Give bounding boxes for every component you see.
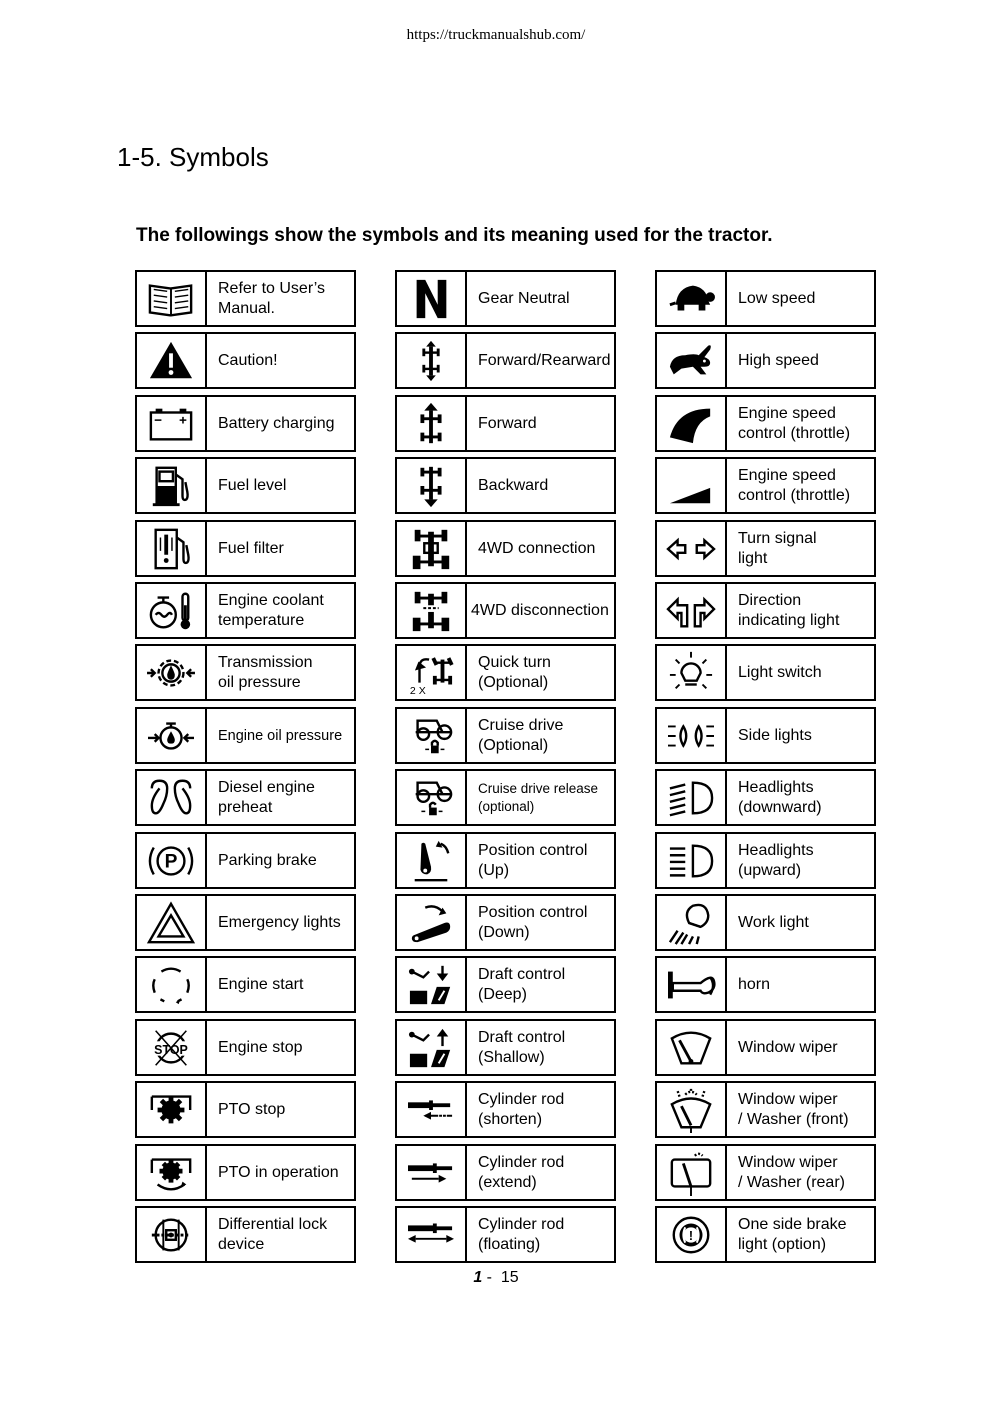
symbol-label: Refer to User’s Manual. — [218, 279, 325, 317]
symbol-label: PTO in operation — [218, 1163, 339, 1181]
intro-text: The followings show the symbols and its meaning used for the tractor. — [136, 225, 773, 246]
turtle-icon — [657, 272, 727, 325]
symbol-entry — [135, 1081, 356, 1138]
symbol-label: Differential lock device — [218, 1215, 328, 1253]
position-up-icon — [397, 834, 467, 887]
symbol-entry — [395, 644, 616, 701]
symbol-entry — [655, 644, 876, 701]
headlight-up-icon — [657, 834, 727, 887]
horn-icon — [657, 958, 727, 1011]
symbol-entry — [395, 1144, 616, 1201]
symbol-label: Forward — [478, 414, 537, 432]
symbol-entry — [135, 457, 356, 514]
light-switch-icon — [657, 646, 727, 699]
symbol-entry — [135, 1206, 356, 1263]
symbol-label: Side lights — [738, 726, 812, 744]
svg-text:STOP: STOP — [154, 1042, 188, 1057]
work-light-icon — [657, 896, 727, 949]
symbol-entry — [655, 457, 876, 514]
forward-rearward-icon — [397, 334, 467, 387]
symbol-entry — [135, 582, 356, 639]
symbol-label: Headlights (upward) — [738, 841, 814, 879]
symbol-entry — [395, 1081, 616, 1138]
symbol-label: Cylinder rod (extend) — [478, 1153, 565, 1191]
wiper-icon — [657, 1021, 727, 1074]
symbol-label: Window wiper / Washer (front) — [738, 1090, 849, 1128]
transmission-oil-icon — [137, 646, 207, 699]
cruise-drive-icon — [397, 709, 467, 762]
symbol-entry — [395, 1206, 616, 1263]
symbol-label: Engine speed control (throttle) — [738, 404, 851, 442]
symbol-label: Low speed — [738, 289, 816, 307]
forward-icon — [397, 397, 467, 450]
symbol-entry — [395, 270, 616, 327]
cylinder-floating-icon — [397, 1208, 467, 1261]
symbol-label: Diesel engine preheat — [218, 778, 315, 816]
fuel-pump-icon — [137, 459, 207, 512]
symbol-entry — [655, 956, 876, 1013]
symbol-entry — [135, 644, 356, 701]
symbol-entry — [655, 707, 876, 764]
symbol-label: Draft control (Shallow) — [478, 1028, 566, 1066]
engine-stop-icon — [137, 1021, 207, 1074]
symbol-label: Engine speed control (throttle) — [738, 466, 851, 504]
symbol-label: Cruise drive release (optional) — [478, 780, 599, 814]
wiper-washer-front-icon — [657, 1083, 727, 1136]
symbol-entry — [395, 707, 616, 764]
symbol-label: Caution! — [218, 351, 278, 369]
symbol-label: High speed — [738, 351, 819, 369]
gear-neutral-icon — [397, 272, 467, 325]
fuel-filter-icon — [137, 522, 207, 575]
symbol-label: Cruise drive (Optional) — [478, 716, 564, 754]
symbol-entry — [395, 457, 616, 514]
symbol-entry — [655, 1081, 876, 1138]
symbol-entry — [395, 1019, 616, 1076]
symbol-label: Backward — [478, 476, 549, 494]
symbol-label: Quick turn (Optional) — [478, 653, 551, 691]
symbol-entry — [655, 894, 876, 951]
symbol-label: Draft control (Deep) — [478, 965, 566, 1003]
section-title: 1-5. Symbols — [117, 142, 269, 172]
chapter-number: 1 — [473, 1269, 483, 1286]
throttle-curve-icon — [657, 397, 727, 450]
symbol-entry — [135, 1019, 356, 1076]
symbol-entry — [395, 894, 616, 951]
symbol-label: Engine start — [218, 975, 304, 993]
svg-text:!: ! — [688, 1228, 694, 1243]
symbol-label: Emergency lights — [218, 913, 341, 931]
headlight-down-icon — [657, 771, 727, 824]
symbol-entry — [395, 832, 616, 889]
symbol-label: Forward/Rearward — [478, 351, 611, 369]
symbol-entry — [135, 270, 356, 327]
symbol-label: Engine oil pressure — [218, 727, 343, 744]
symbol-entry — [135, 894, 356, 951]
cylinder-shorten-icon — [397, 1083, 467, 1136]
symbol-label: Battery charging — [218, 414, 335, 432]
symbol-entry — [135, 332, 356, 389]
symbol-label: Parking brake — [218, 851, 317, 869]
battery-icon — [137, 397, 207, 450]
symbol-label: Transmission oil pressure — [218, 653, 313, 691]
symbol-label: PTO stop — [218, 1100, 286, 1118]
rabbit-icon — [657, 334, 727, 387]
symbol-entry — [135, 769, 356, 826]
symbol-entry — [655, 270, 876, 327]
direction-indicator-icon — [657, 584, 727, 637]
symbol-entry — [655, 832, 876, 889]
cruise-release-icon — [397, 771, 467, 824]
coolant-temperature-icon — [137, 584, 207, 637]
symbol-label: 4WD disconnection — [471, 601, 609, 619]
symbol-label: horn — [738, 975, 771, 993]
symbol-entry — [135, 832, 356, 889]
symbol-entry — [395, 582, 616, 639]
parking-brake-icon — [137, 834, 207, 887]
symbol-entry — [655, 332, 876, 389]
symbol-entry — [655, 582, 876, 639]
caution-triangle-icon — [137, 334, 207, 387]
symbol-entry — [135, 956, 356, 1013]
symbol-label: Turn signal light — [738, 529, 817, 567]
page-number — [0, 1269, 992, 1287]
icon-caption: 2 X — [409, 684, 426, 697]
header-url[interactable]: https://truckmanualshub.com/ — [406, 27, 586, 43]
diff-lock-icon — [137, 1208, 207, 1261]
pto-operation-icon — [137, 1146, 207, 1199]
symbol-label: Position control (Down) — [478, 903, 588, 941]
symbol-entry — [395, 395, 616, 452]
position-down-icon — [397, 896, 467, 949]
side-lights-icon — [657, 709, 727, 762]
symbol-label: 4WD connection — [478, 539, 596, 557]
draft-shallow-icon — [397, 1021, 467, 1074]
symbol-label: Window wiper — [738, 1038, 838, 1056]
engine-start-icon — [137, 958, 207, 1011]
draft-deep-icon — [397, 958, 467, 1011]
backward-icon — [397, 459, 467, 512]
symbol-entry — [395, 769, 616, 826]
engine-oil-icon — [137, 709, 207, 762]
symbol-label: Engine stop — [218, 1038, 303, 1056]
symbol-label: Headlights (downward) — [738, 778, 822, 816]
symbol-entry — [655, 769, 876, 826]
symbol-label: Gear Neutral — [478, 289, 570, 307]
brake-light-icon — [657, 1208, 727, 1261]
wiper-washer-rear-icon — [657, 1146, 727, 1199]
4wd-disconnection-icon — [397, 584, 467, 637]
preheat-coil-icon — [137, 771, 207, 824]
book-icon — [137, 272, 207, 325]
symbol-entry — [655, 1206, 876, 1263]
throttle-wedge-icon — [657, 459, 727, 512]
symbol-label: Work light — [738, 913, 809, 931]
page-number-value: 15 — [500, 1269, 519, 1286]
turn-signal-icon — [657, 522, 727, 575]
symbol-entry — [395, 332, 616, 389]
symbol-label: Fuel level — [218, 476, 287, 494]
symbol-entry — [655, 1144, 876, 1201]
pto-stop-icon — [137, 1083, 207, 1136]
svg-text:P: P — [164, 851, 178, 873]
symbol-entry — [135, 707, 356, 764]
symbol-label: Light switch — [738, 663, 822, 681]
symbol-label: Fuel filter — [218, 539, 284, 557]
4wd-connection-icon — [397, 522, 467, 575]
symbol-entry — [655, 520, 876, 577]
symbol-label: Engine coolant temperature — [218, 591, 324, 629]
symbol-entry — [135, 1144, 356, 1201]
quick-turn-icon — [397, 646, 467, 699]
symbol-label: Direction indicating light — [738, 591, 840, 629]
symbol-entry — [395, 956, 616, 1013]
cylinder-extend-icon — [397, 1146, 467, 1199]
symbol-entry — [395, 520, 616, 577]
symbol-label: Cylinder rod (floating) — [478, 1215, 565, 1253]
symbol-entry — [655, 395, 876, 452]
symbol-entry — [135, 520, 356, 577]
hazard-triangle-icon — [137, 896, 207, 949]
page-separator: - — [486, 1269, 492, 1286]
symbol-label: One side brake light (option) — [738, 1215, 847, 1253]
symbol-entry — [655, 1019, 876, 1076]
symbol-label: Cylinder rod (shorten) — [478, 1090, 565, 1128]
symbol-label: Position control (Up) — [478, 841, 588, 879]
symbol-label: Window wiper / Washer (rear) — [738, 1153, 845, 1191]
symbol-entry — [135, 395, 356, 452]
